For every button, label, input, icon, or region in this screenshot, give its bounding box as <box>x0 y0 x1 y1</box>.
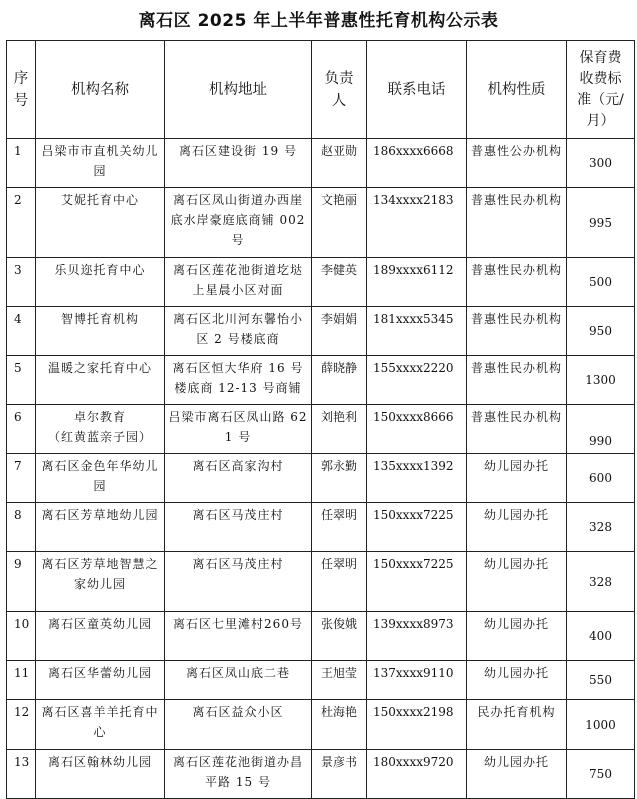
institution-address: 离石区建设街 19 号 <box>165 139 312 188</box>
contact-person: 薛晓静 <box>312 356 367 405</box>
table-row <box>7 405 635 454</box>
page-title: 离石区 2025 年上半年普惠性托育机构公示表 <box>138 11 499 31</box>
table-row <box>7 661 635 700</box>
monthly-fee: 550 <box>567 661 635 700</box>
contact-person: 任翠明 <box>312 503 367 552</box>
institution-nature: 幼儿园办托 <box>467 503 567 552</box>
header-nature: 机构性质 <box>467 41 567 139</box>
row-number: 11 <box>7 661 36 700</box>
header-address: 机构地址 <box>165 41 312 139</box>
contact-phone: 135xxxx1392 <box>367 454 467 503</box>
institution-address: 离石区莲花池街道办昌平路 15 号 <box>165 750 312 799</box>
institution-nature: 幼儿园办托 <box>467 552 567 612</box>
institution-nature: 普惠性民办机构 <box>467 356 567 405</box>
contact-person: 郭永勤 <box>312 454 367 503</box>
institution-name: 离石区华蕾幼儿园 <box>36 661 165 700</box>
monthly-fee: 600 <box>567 454 635 503</box>
contact-phone: 150xxxx7225 <box>367 503 467 552</box>
row-number: 9 <box>7 552 36 612</box>
table-row <box>7 612 635 661</box>
contact-phone: 139xxxx8973 <box>367 612 467 661</box>
header-person: 负责 人 <box>312 41 367 139</box>
monthly-fee: 500 <box>567 258 635 307</box>
row-number: 4 <box>7 307 36 356</box>
institution-address: 离石区北川河东馨怡小区 2 号楼底商 <box>165 307 312 356</box>
institution-nature: 幼儿园办托 <box>467 661 567 700</box>
monthly-fee: 328 <box>567 552 635 612</box>
header-fee: 保育费 收费标 准（元/ 月） <box>567 41 635 139</box>
table-row <box>7 700 635 750</box>
contact-phone: 180xxxx9720 <box>367 750 467 799</box>
institution-name: 离石区芳草地智慧之家幼儿园 <box>36 552 165 612</box>
monthly-fee: 328 <box>567 503 635 552</box>
institution-name: 乐贝迩托育中心 <box>36 258 165 307</box>
contact-phone: 181xxxx5345 <box>367 307 467 356</box>
institution-address: 离石区七里滩村260号 <box>165 612 312 661</box>
institution-name: 离石区翰林幼儿园 <box>36 750 165 799</box>
contact-person: 刘艳利 <box>312 405 367 454</box>
monthly-fee: 995 <box>567 188 635 258</box>
contact-phone: 155xxxx2220 <box>367 356 467 405</box>
monthly-fee: 400 <box>567 612 635 661</box>
row-number: 7 <box>7 454 36 503</box>
row-number: 5 <box>7 356 36 405</box>
contact-person: 王旭莹 <box>312 661 367 700</box>
contact-phone: 186xxxx6668 <box>367 139 467 188</box>
institution-name: 温暖之家托育中心 <box>36 356 165 405</box>
monthly-fee: 750 <box>567 750 635 799</box>
institution-name: 离石区童英幼儿园 <box>36 612 165 661</box>
row-number: 13 <box>7 750 36 799</box>
institution-name: 离石区金色年华幼儿园 <box>36 454 165 503</box>
table-row <box>7 258 635 307</box>
institution-nature: 民办托育机构 <box>467 700 567 750</box>
contact-person: 张俊娥 <box>312 612 367 661</box>
header-phone: 联系电话 <box>367 41 467 139</box>
contact-phone: 137xxxx9110 <box>367 661 467 700</box>
table-row <box>7 139 635 188</box>
row-number: 10 <box>7 612 36 661</box>
institution-address: 离石区马茂庄村 <box>165 552 312 612</box>
institution-name: 艾妮托育中心 <box>36 188 165 258</box>
table-header-row <box>7 41 635 139</box>
table-row <box>7 356 635 405</box>
table-row <box>7 503 635 552</box>
institution-nature: 普惠性民办机构 <box>467 307 567 356</box>
monthly-fee: 1300 <box>567 356 635 405</box>
institution-address: 离石区凤山街道办西崖底水岸豪庭底商铺 002 号 <box>165 188 312 258</box>
contact-phone: 134xxxx2183 <box>367 188 467 258</box>
row-number: 1 <box>7 139 36 188</box>
row-number: 2 <box>7 188 36 258</box>
row-number: 3 <box>7 258 36 307</box>
contact-phone: 189xxxx6112 <box>367 258 467 307</box>
monthly-fee: 990 <box>567 405 635 454</box>
institution-address: 离石区益众小区 <box>165 700 312 750</box>
institution-nature: 幼儿园办托 <box>467 454 567 503</box>
institution-name: 吕梁市市直机关幼儿园 <box>36 139 165 188</box>
institution-name: 离石区芳草地幼儿园 <box>36 503 165 552</box>
contact-person: 赵亚勋 <box>312 139 367 188</box>
institution-address: 离石区恒大华府 16 号楼底商 12-13 号商铺 <box>165 356 312 405</box>
institution-nature: 普惠性民办机构 <box>467 258 567 307</box>
table-row <box>7 307 635 356</box>
contact-person: 景彦书 <box>312 750 367 799</box>
institution-address: 吕梁市离石区凤山路 621 号 <box>165 405 312 454</box>
table-row <box>7 750 635 799</box>
institution-address: 离石区马茂庄村 <box>165 503 312 552</box>
institution-address: 离石区莲花池街道圪垯上星晨小区对面 <box>165 258 312 307</box>
institution-nature: 普惠性民办机构 <box>467 405 567 454</box>
table-row <box>7 188 635 258</box>
institution-name: 离石区喜羊羊托育中心 <box>36 700 165 750</box>
institution-name: 智博托育机构 <box>36 307 165 356</box>
header-seq: 序 号 <box>7 41 36 139</box>
contact-person: 文艳丽 <box>312 188 367 258</box>
contact-person: 杜海艳 <box>312 700 367 750</box>
institution-name: 卓尔教育 （红黄蓝亲子园） <box>36 405 165 454</box>
monthly-fee: 300 <box>567 139 635 188</box>
contact-phone: 150xxxx7225 <box>367 552 467 612</box>
row-number: 6 <box>7 405 36 454</box>
contact-person: 李娟娟 <box>312 307 367 356</box>
contact-person: 李健英 <box>312 258 367 307</box>
institution-nature: 幼儿园办托 <box>467 612 567 661</box>
institution-nature: 幼儿园办托 <box>467 750 567 799</box>
monthly-fee: 950 <box>567 307 635 356</box>
table-row <box>7 454 635 503</box>
institution-address: 离石区高家沟村 <box>165 454 312 503</box>
header-name: 机构名称 <box>36 41 165 139</box>
row-number: 8 <box>7 503 36 552</box>
contact-phone: 150xxxx8666 <box>367 405 467 454</box>
institution-nature: 普惠性民办机构 <box>467 188 567 258</box>
contact-person: 任翠明 <box>312 552 367 612</box>
table-row <box>7 552 635 612</box>
institution-table <box>6 40 635 799</box>
row-number: 12 <box>7 700 36 750</box>
contact-phone: 150xxxx2198 <box>367 700 467 750</box>
institution-nature: 普惠性公办机构 <box>467 139 567 188</box>
monthly-fee: 1000 <box>567 700 635 750</box>
institution-address: 离石区凤山底二巷 <box>165 661 312 700</box>
